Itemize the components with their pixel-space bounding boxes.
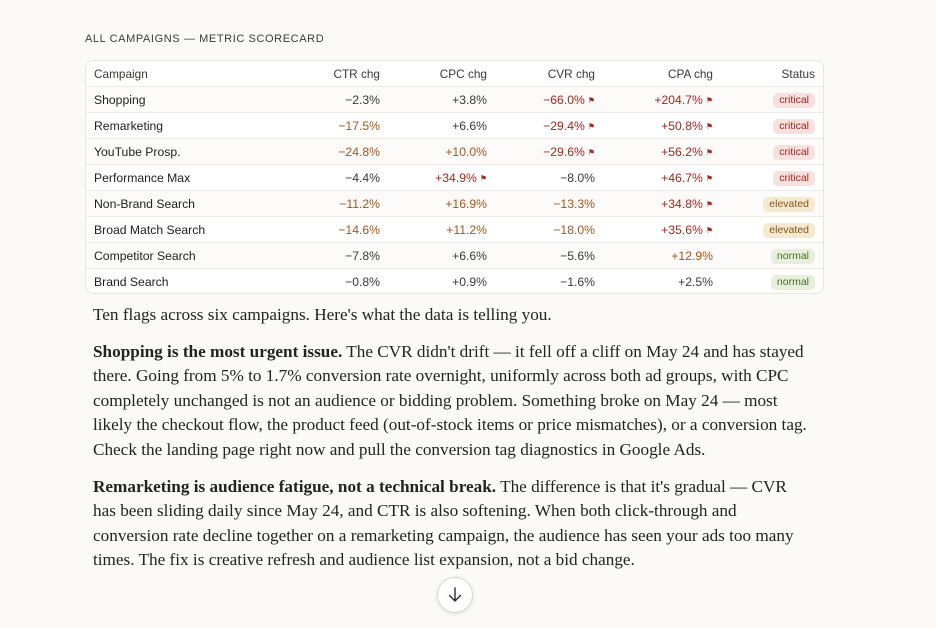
campaign-name: Broad Match Search (86, 217, 270, 243)
flag-icon: ⚑ (705, 199, 713, 209)
analysis-text (93, 303, 813, 585)
cpa-change-cell (595, 191, 713, 217)
status-badge: critical (773, 93, 815, 108)
ctr-change-value: −24.8% (338, 144, 380, 159)
cvr-change-cell (487, 165, 595, 191)
flag-icon: ⚑ (587, 121, 595, 131)
cpc-change-cell (380, 217, 487, 243)
ctr-change-value: −2.3% (345, 92, 380, 107)
cpa-change-cell (595, 243, 713, 269)
cpa-change-cell (595, 217, 713, 243)
ctr-change-cell (270, 139, 380, 165)
campaign-name: Brand Search (86, 269, 270, 295)
cvr-change-value: −29.6% (543, 144, 585, 159)
cpc-change-value: +3.8% (452, 92, 487, 107)
cpa-change-value: +56.2% (661, 144, 703, 159)
cpc-change-value: +34.9% (435, 170, 477, 185)
table-row (86, 87, 823, 113)
table-row (86, 269, 823, 295)
arrow-down-icon (448, 587, 462, 603)
header-campaign: Campaign (94, 66, 148, 81)
cpc-change-cell (380, 113, 487, 139)
campaign-name: Shopping (86, 87, 270, 113)
campaign-name: Non-Brand Search (86, 191, 270, 217)
status-badge: critical (773, 171, 815, 186)
cpc-change-cell (380, 165, 487, 191)
cpc-change-value: +10.0% (445, 144, 487, 159)
cpc-change-cell (380, 269, 487, 295)
shopping-body: The CVR didn't drift — it fell off a cliff on May 24 and has stayed there. Going from 5% to 1.7% conversion rate overnight, uniformly across both ad groups, with CPC completely unchanged is not an audience or bidding problem. Something broke on May 24 — most likely the checkout flow, the product feed (out-of-stock items or price mismatches), or a conversion tag. Check the landing page right now and pull the conversion tag diagnostics in Google Ads. (93, 341, 807, 459)
status-cell (713, 217, 823, 243)
ctr-change-cell (270, 113, 380, 139)
cvr-change-value: −29.4% (543, 118, 585, 133)
cvr-change-value: −5.6% (560, 248, 595, 263)
campaign-name: Remarketing (86, 113, 270, 139)
cpc-change-cell (380, 243, 487, 269)
status-cell (713, 191, 823, 217)
status-badge: elevated (763, 223, 815, 238)
status-badge: elevated (763, 197, 815, 212)
status-cell (713, 165, 823, 191)
remarketing-body: The difference is that it's gradual — CVR has been sliding daily since May 24, and CTR is also softening. When both click-through and conversion rate decline together on a remarketing campaign, the audience has seen your ads too many times. The fix is creative refresh and audience list expansion, not a bid change. (93, 476, 794, 570)
cpc-change-value: +11.2% (446, 222, 487, 237)
cpc-change-cell (380, 139, 487, 165)
cvr-change-cell (487, 113, 595, 139)
status-cell (713, 243, 823, 269)
flag-icon: ⚑ (587, 147, 595, 157)
cvr-change-value: −13.3% (553, 196, 595, 211)
scroll-to-bottom-button[interactable] (437, 577, 473, 613)
metric-scorecard-table (85, 60, 824, 294)
cpa-change-cell (595, 165, 713, 191)
status-cell (713, 87, 823, 113)
cpa-change-cell (595, 269, 713, 295)
cvr-change-value: −66.0% (543, 92, 585, 107)
ctr-change-cell (270, 243, 380, 269)
ctr-change-cell (270, 217, 380, 243)
remarketing-heading: Remarketing is audience fatigue, not a technical break. (93, 476, 497, 496)
table-row (86, 191, 823, 217)
cpc-change-cell (380, 191, 487, 217)
status-badge: critical (773, 119, 815, 134)
table-row (86, 139, 823, 165)
flag-icon: ⚑ (587, 95, 595, 105)
header-cpa: CPA chg (667, 66, 713, 81)
cpa-change-cell (595, 139, 713, 165)
cpa-change-value: +34.8% (661, 196, 703, 211)
header-ctr: CTR chg (333, 66, 380, 81)
table-row (86, 165, 823, 191)
cpc-change-value: +6.6% (452, 248, 487, 263)
flag-icon: ⚑ (705, 173, 713, 183)
cpa-change-value: +12.9% (671, 248, 713, 263)
ctr-change-cell (270, 87, 380, 113)
ctr-change-value: −14.6% (338, 222, 380, 237)
campaign-name: Competitor Search (86, 243, 270, 269)
status-cell (713, 113, 823, 139)
intro-paragraph: Ten flags across six campaigns. Here's what the data is telling you. (93, 305, 552, 324)
cvr-change-cell (487, 269, 595, 295)
ctr-change-value: −7.8% (345, 248, 380, 263)
cpc-change-cell (380, 87, 487, 113)
cvr-change-cell (487, 139, 595, 165)
ctr-change-value: −11.2% (339, 196, 380, 211)
cpc-change-value: +16.9% (445, 196, 487, 211)
cpa-change-value: +35.6% (661, 222, 703, 237)
cvr-change-cell (487, 87, 595, 113)
ctr-change-value: −0.8% (345, 274, 380, 289)
flag-icon: ⚑ (479, 173, 487, 183)
cvr-change-cell (487, 191, 595, 217)
ctr-change-value: −4.4% (345, 170, 380, 185)
flag-icon: ⚑ (705, 95, 713, 105)
cpa-change-cell (595, 113, 713, 139)
table-row (86, 113, 823, 139)
cpa-change-value: +2.5% (678, 274, 713, 289)
cvr-change-cell (487, 243, 595, 269)
campaign-name: Performance Max (86, 165, 270, 191)
status-cell (713, 139, 823, 165)
remarketing-paragraph (93, 475, 813, 573)
ctr-change-value: −17.5% (338, 118, 380, 133)
cpa-change-value: +46.7% (661, 170, 703, 185)
flag-icon: ⚑ (705, 147, 713, 157)
status-badge: critical (773, 145, 815, 160)
campaign-name: YouTube Prosp. (86, 139, 270, 165)
cvr-change-value: −1.6% (560, 274, 595, 289)
header-cpc: CPC chg (439, 66, 487, 81)
status-badge: normal (771, 249, 815, 264)
header-cvr: CVR chg (547, 66, 595, 81)
cpc-change-value: +0.9% (452, 274, 487, 289)
ctr-change-cell (270, 191, 380, 217)
table-row (86, 217, 823, 243)
flag-icon: ⚑ (705, 121, 713, 131)
status-badge: normal (771, 275, 815, 290)
cpc-change-value: +6.6% (452, 118, 487, 133)
header-status: Status (781, 66, 815, 81)
cvr-change-value: −8.0% (560, 170, 595, 185)
cvr-change-value: −18.0% (553, 222, 595, 237)
ctr-change-cell (270, 269, 380, 295)
table-row (86, 243, 823, 269)
status-cell (713, 269, 823, 295)
shopping-heading: Shopping is the most urgent issue. (93, 341, 343, 361)
cpa-change-value: +50.8% (661, 118, 703, 133)
cvr-change-cell (487, 217, 595, 243)
section-title: ALL CAMPAIGNS — METRIC SCORECARD (85, 33, 325, 45)
table-header-row (86, 61, 823, 87)
ctr-change-cell (270, 165, 380, 191)
cpa-change-value: +204.7% (654, 92, 703, 107)
shopping-paragraph (93, 340, 813, 463)
cpa-change-cell (595, 87, 713, 113)
flag-icon: ⚑ (705, 225, 713, 235)
